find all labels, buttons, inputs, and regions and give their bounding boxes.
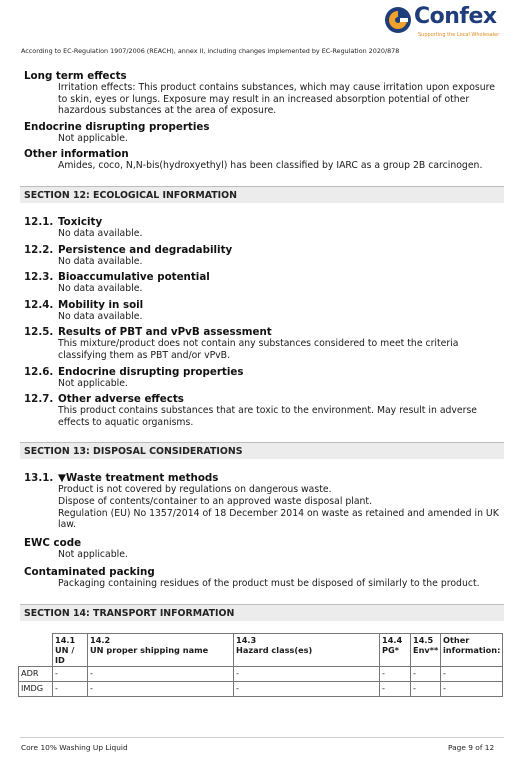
transport-table: [18, 633, 503, 697]
section-13-heading: SECTION 13: DISPOSAL CONSIDERATIONS: [20, 442, 504, 459]
column-header: 14.3 Hazard class(es): [234, 633, 380, 666]
section-12-items: [24, 216, 504, 428]
table-row: [19, 681, 503, 696]
subsection-text: This mixture/product does not contain any substances considered to meet the criteria classifying them as PBT and/or vPvB.: [58, 338, 459, 361]
row-label: ADR: [19, 666, 53, 681]
subsection-number: 12.5.: [24, 326, 54, 339]
subsection-text: No data available.: [58, 283, 143, 295]
subsection-text: Not applicable.: [58, 377, 128, 389]
subsection-text: No data available.: [58, 255, 143, 267]
confex-logo: [384, 4, 510, 40]
subsection-title: Toxicity: [58, 215, 103, 228]
table-cell: -: [380, 666, 411, 681]
subsection-12-3: [24, 271, 504, 295]
table-cell: -: [441, 681, 503, 696]
logo-tagline: Supporting the Local Wholesaler: [418, 32, 500, 38]
subsection-12-6: [24, 366, 504, 390]
logo-brand: Confex: [414, 4, 497, 29]
section-12-heading: SECTION 12: ECOLOGICAL INFORMATION: [20, 186, 504, 203]
long-term-text: Irritation effects: This product contains substances, which may cause irritation upon exposure to skin, eyes or lungs. Exposure may result in an increased absorption potential of other hazardous substances at the area of exposure.: [58, 82, 495, 117]
subsection-number: 12.6.: [24, 365, 54, 378]
subsection-13-1: [24, 472, 504, 530]
waste-treatment-title: ▼Waste treatment methods: [58, 472, 219, 485]
table-cell: -: [411, 666, 441, 681]
subsection-title: Results of PBT and vPvB assessment: [58, 326, 272, 339]
subsection-number: 12.4.: [24, 298, 54, 311]
subsection-number: 12.2.: [24, 243, 54, 256]
subsection-number: 12.1.: [24, 215, 54, 228]
footer-divider: [20, 737, 504, 738]
column-header: Other information:: [441, 633, 503, 666]
column-header: 14.5 Env**: [411, 633, 441, 666]
other-info-text: Amides, coco, N,N-bis(hydroxyethyl) has been classified by IARC as a group 2B carcinogen.: [58, 160, 483, 172]
subsection-title: Bioaccumulative potential: [58, 271, 210, 284]
subsection-text: No data available.: [58, 227, 143, 239]
ewc-code-text: Not applicable.: [58, 548, 128, 560]
subsection-number: 13.1.: [24, 472, 54, 485]
table-cell: -: [441, 666, 503, 681]
column-header: 14.1 UN / ID: [53, 633, 88, 666]
subsection-title: Endocrine disrupting properties: [58, 365, 244, 378]
table-cell: -: [234, 681, 380, 696]
subsection-title: Mobility in soil: [58, 298, 144, 311]
subsection-title: Other adverse effects: [58, 393, 184, 406]
waste-treatment-line: Regulation (EU) No 1357/2014 of 18 December 2014 on waste as retained and amended in UK law.: [58, 507, 499, 531]
ewc-code-title: EWC code: [24, 536, 82, 549]
other-info-title: Other information: [24, 148, 129, 161]
main-content: [21, 70, 504, 697]
subsection-12-4: [24, 299, 504, 323]
subsection-12-7: [24, 393, 504, 428]
endocrine-title: Endocrine disrupting properties: [24, 120, 210, 133]
table-cell: -: [88, 666, 234, 681]
table-cell: -: [411, 681, 441, 696]
footer-page-number: Page 9 of 12: [448, 743, 495, 752]
subsection-number: 12.7.: [24, 393, 54, 406]
section-14-heading: SECTION 14: TRANSPORT INFORMATION: [20, 604, 504, 621]
table-cell: -: [53, 681, 88, 696]
table-cell: -: [88, 681, 234, 696]
regulation-line: According to EC-Regulation 1907/2006 (REACH), annex II, including changes implemented by EC-Regulation 2020/878: [21, 47, 400, 55]
subsection-text: No data available.: [58, 310, 143, 322]
row-label: IMDG: [19, 681, 53, 696]
waste-treatment-line: Product is not covered by regulations on dangerous waste.: [58, 484, 332, 496]
table-row: [19, 666, 503, 681]
subsection-12-2: [24, 244, 504, 268]
confex-logo-icon: [384, 6, 412, 34]
table-cell: -: [380, 681, 411, 696]
subsection-text: This product contains substances that are toxic to the environment. May result in adverse effects to aquatic organisms.: [58, 405, 478, 428]
table-cell: -: [234, 666, 380, 681]
table-cell: -: [53, 666, 88, 681]
column-header: 14.4 PG*: [380, 633, 411, 666]
waste-treatment-line: Dispose of contents/container to an approved waste disposal plant.: [58, 495, 373, 507]
footer-product-name: Core 10% Washing Up Liquid: [21, 743, 128, 752]
subsection-12-5: [24, 326, 504, 361]
transport-header-row: [19, 633, 503, 666]
column-header: 14.2 UN proper shipping name: [88, 633, 234, 666]
subsection-title: Persistence and degradability: [58, 243, 233, 256]
long-term-title: Long term effects: [24, 70, 127, 82]
contaminated-packing-text: Packaging containing residues of the product must be disposed of similarly to the product.: [58, 578, 480, 590]
endocrine-text: Not applicable.: [58, 132, 128, 144]
subsection-number: 12.3.: [24, 271, 54, 284]
subsection-12-1: [24, 216, 504, 240]
contaminated-packing-title: Contaminated packing: [24, 566, 155, 579]
